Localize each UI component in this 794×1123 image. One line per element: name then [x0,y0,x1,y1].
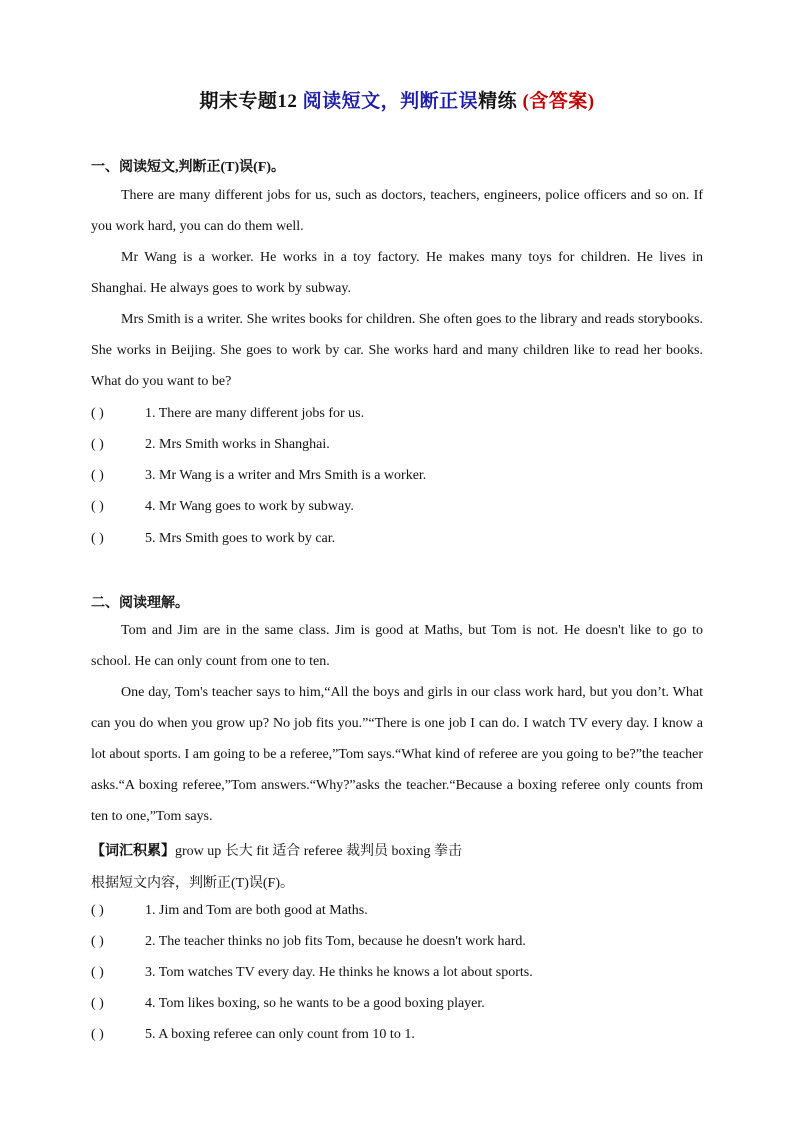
vocabulary-text: grow up 长大 fit 适合 referee 裁判员 boxing 拳击 [175,844,462,859]
vocabulary-label: 【词汇积累】 [91,844,175,859]
answer-blank[interactable]: ( ) [91,437,104,452]
page-title [0,86,794,113]
title-practice: 精练 [478,91,518,112]
section1-question-1 [91,406,364,422]
title-prefix: 期末专题12 [199,91,298,112]
section1-paragraph-2: Mr Wang is a worker. He works in a toy factory. He makes many toys for children. He lives in Shanghai. He always goes to work by subway. [91,250,703,296]
section2-paragraph-2: One day, Tom's teacher says to him,“All the boys and girls in our class work hard, but you don’t. What can you do when you grow up? No job fits you.”“There is one job I can do. I watch TV every day. I know a lot about sports. I am going to be a referee,”Tom says.“What kind of referee are you going to be?”the teacher asks.“A boxing referee,”Tom answers.“Why?”asks the teacher.“Because a boxing referee only counts from ten to one,”Tom says. [91,685,703,824]
question-text: 2. Mrs Smith works in Shanghai. [145,437,330,452]
section1-question-4 [91,499,354,515]
answer-blank[interactable]: ( ) [91,903,104,918]
section2-question-1 [91,903,368,919]
section2-question-4 [91,996,485,1012]
answer-blank[interactable]: ( ) [91,468,104,483]
question-text: 5. A boxing referee can only count from 10 to 1. [145,1027,415,1042]
answer-blank[interactable]: ( ) [91,934,104,949]
question-text: 3. Tom watches TV every day. He thinks he knows a lot about sports. [145,965,533,980]
question-text: 5. Mrs Smith goes to work by car. [145,531,336,546]
section2-question-3 [91,965,533,981]
section2-paragraph-1: Tom and Jim are in the same class. Jim is good at Maths, but Tom is not. He doesn't like to go to school. He can only count from one to ten. [91,623,703,669]
section1-question-5 [91,531,335,547]
answer-blank[interactable]: ( ) [91,996,104,1011]
section1-paragraph-3: Mrs Smith is a writer. She writes books for children. She often goes to the library and reads storybooks. She works in Beijing. She goes to work by car. She works hard and many children like to read her books. What do you want to be? [91,312,703,389]
question-text: 1. Jim and Tom are both good at Maths. [145,903,368,918]
section1-paragraph-1: There are many different jobs for us, such as doctors, teachers, engineers, police officers and so on. If you work hard, you can do them well. [91,188,703,234]
section1-question-3 [91,468,426,484]
section1-question-2 [91,437,330,453]
section1-heading: 一、阅读短文,判断正(T)误(F)。 [91,160,286,175]
answer-blank[interactable]: ( ) [91,1027,104,1042]
section2-question-5 [91,1027,415,1043]
answer-blank[interactable]: ( ) [91,499,104,514]
answer-blank[interactable]: ( ) [91,531,104,546]
answer-blank[interactable]: ( ) [91,965,104,980]
answer-blank[interactable]: ( ) [91,406,104,421]
section2-instruction: 根据短文内容，判断正(T)误(F)。 [91,876,294,891]
section2-heading: 二、阅读理解。 [91,596,189,611]
vocabulary-note [91,840,462,860]
question-text: 4. Tom likes boxing, so he wants to be a good boxing player. [145,996,485,1011]
question-text: 2. The teacher thinks no job fits Tom, because he doesn't work hard. [145,934,526,949]
question-text: 4. Mr Wang goes to work by subway. [145,499,354,514]
question-text: 3. Mr Wang is a writer and Mrs Smith is a worker. [145,468,427,483]
question-text: 1. There are many different jobs for us. [145,406,365,421]
section2-question-2 [91,934,526,950]
title-topic: 阅读短文，判断正误 [302,91,479,112]
title-answers-note: (含答案) [522,91,595,112]
